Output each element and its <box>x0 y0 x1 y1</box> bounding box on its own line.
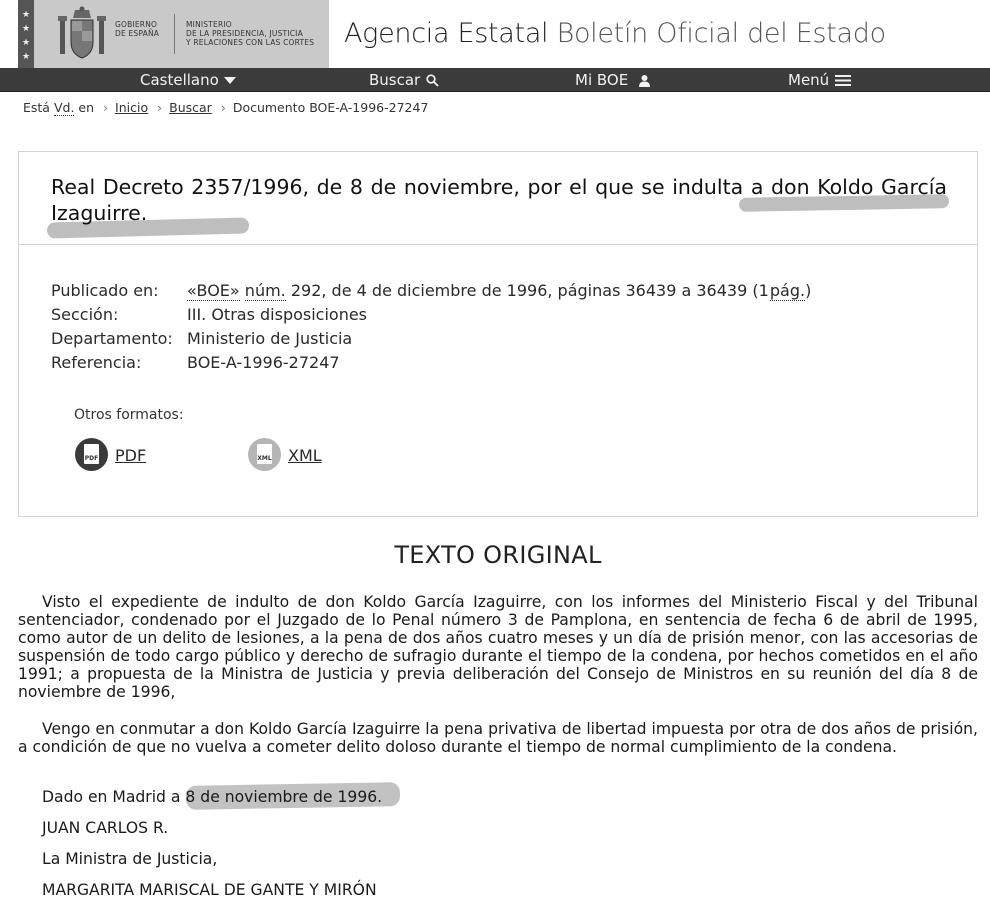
document-summary-box: Real Decreto 2357/1996, de 8 de noviembre, por el que se indulta a don Koldo García Izaguirre. Publicado en: «BOE» núm. 292, de 4 de diciembre de 1996, páginas 36439 a 36439 (1 pág.) Sección: III. Otras disposiciones Departamento: Ministerio de Justicia Referencia: BOE-A-1996-27247 Otros formatos: PDF PDF XML XML <box>18 151 978 517</box>
hamburger-icon <box>835 74 851 87</box>
government-label: GOBIERNO DE ESPAÑA <box>115 20 160 38</box>
num-abbr: núm. <box>244 281 286 300</box>
date-line: Dado en Madrid a 8 de noviembre de 1996. <box>42 788 383 806</box>
document-title-area <box>19 152 977 245</box>
breadcrumb: Está Vd. en › Inicio › Buscar › Documento BOE-A-1996-27247 <box>23 100 429 115</box>
caret-down-icon <box>224 77 236 85</box>
chevron-right-icon: › <box>103 100 109 115</box>
original-text-paragraph: Vengo en conmutar a don Koldo García Izaguirre la pena privativa de libertad impuesta por otra de dos años de prisión, a condición de que no vuelva a cometer delito doloso durante el tiempo de normal cumplimiento de la condena. <box>18 720 978 756</box>
site-title[interactable] <box>344 18 886 49</box>
chevron-right-icon: › <box>220 100 226 115</box>
breadcrumb-abbr: Vd. <box>53 100 75 115</box>
nav-my-boe[interactable]: Mi BOE <box>575 68 651 92</box>
coat-of-arms-icon <box>56 6 108 62</box>
breadcrumb-search-link[interactable]: Buscar <box>169 100 212 115</box>
language-selector[interactable]: Castellano <box>140 68 236 92</box>
pdf-icon: PDF <box>75 438 108 471</box>
site-title-agency: Agencia Estatal <box>344 18 549 49</box>
boe-abbr: «BOE» <box>187 281 240 300</box>
pag-abbr: pág. <box>769 281 806 300</box>
site-header <box>0 0 990 68</box>
site-title-boe: Boletín Oficial del Estado <box>556 18 886 49</box>
xml-icon: XML <box>248 438 281 471</box>
main-navigation <box>0 68 990 92</box>
signature-king: JUAN CARLOS R. <box>42 819 169 837</box>
ministry-label: MINISTERIO DE LA PRESIDENCIA, JUSTICIA Y RELACIONES CON LAS CORTES <box>186 20 315 47</box>
other-formats-label: Otros formatos: <box>74 407 184 423</box>
breadcrumb-current: Documento BOE-A-1996-27247 <box>232 100 429 115</box>
government-logo-block[interactable] <box>18 0 329 68</box>
logo-divider <box>174 14 175 54</box>
signature-minister-name: MARGARITA MARISCAL DE GANTE Y MIRÓN <box>42 881 377 899</box>
original-text-heading: TEXTO ORIGINAL <box>394 541 602 569</box>
original-text-paragraph: Visto el expediente de indulto de don Koldo García Izaguirre, con los informes del Ministerio Fiscal y del Tribunal sentenciador, condenado por el Juzgado de lo Penal número 3 de Pamplona, en sentencia de fecha 6 de abril de 1995, como autor de un delito de lesiones, a la pena de dos años cuatro meses y un día de prisión menor, con las accesorias de suspensión de todo cargo público y derecho de sufragio durante el tiempo de la condena, por hechos cometidos en el año 1991; a propuesta de la Ministra de Justicia y previa deliberación del Consejo de Ministros en su reunión del día 8 de noviembre de 1996, <box>18 593 978 701</box>
document-title: Real Decreto 2357/1996, de 8 de noviembre, por el que se indulta a don Koldo García Izaguirre. <box>51 175 947 225</box>
search-icon <box>426 74 439 87</box>
nav-search[interactable]: Buscar <box>369 68 439 92</box>
eu-stripe <box>18 0 34 68</box>
breadcrumb-home-link[interactable]: Inicio <box>115 100 149 115</box>
chevron-right-icon: › <box>157 100 163 115</box>
nav-menu[interactable]: Menú <box>788 68 851 92</box>
user-icon <box>638 74 651 87</box>
stars-icon: ★ ★ ★ ★ <box>21 10 31 62</box>
signature-minister-title: La Ministra de Justicia, <box>42 850 218 868</box>
